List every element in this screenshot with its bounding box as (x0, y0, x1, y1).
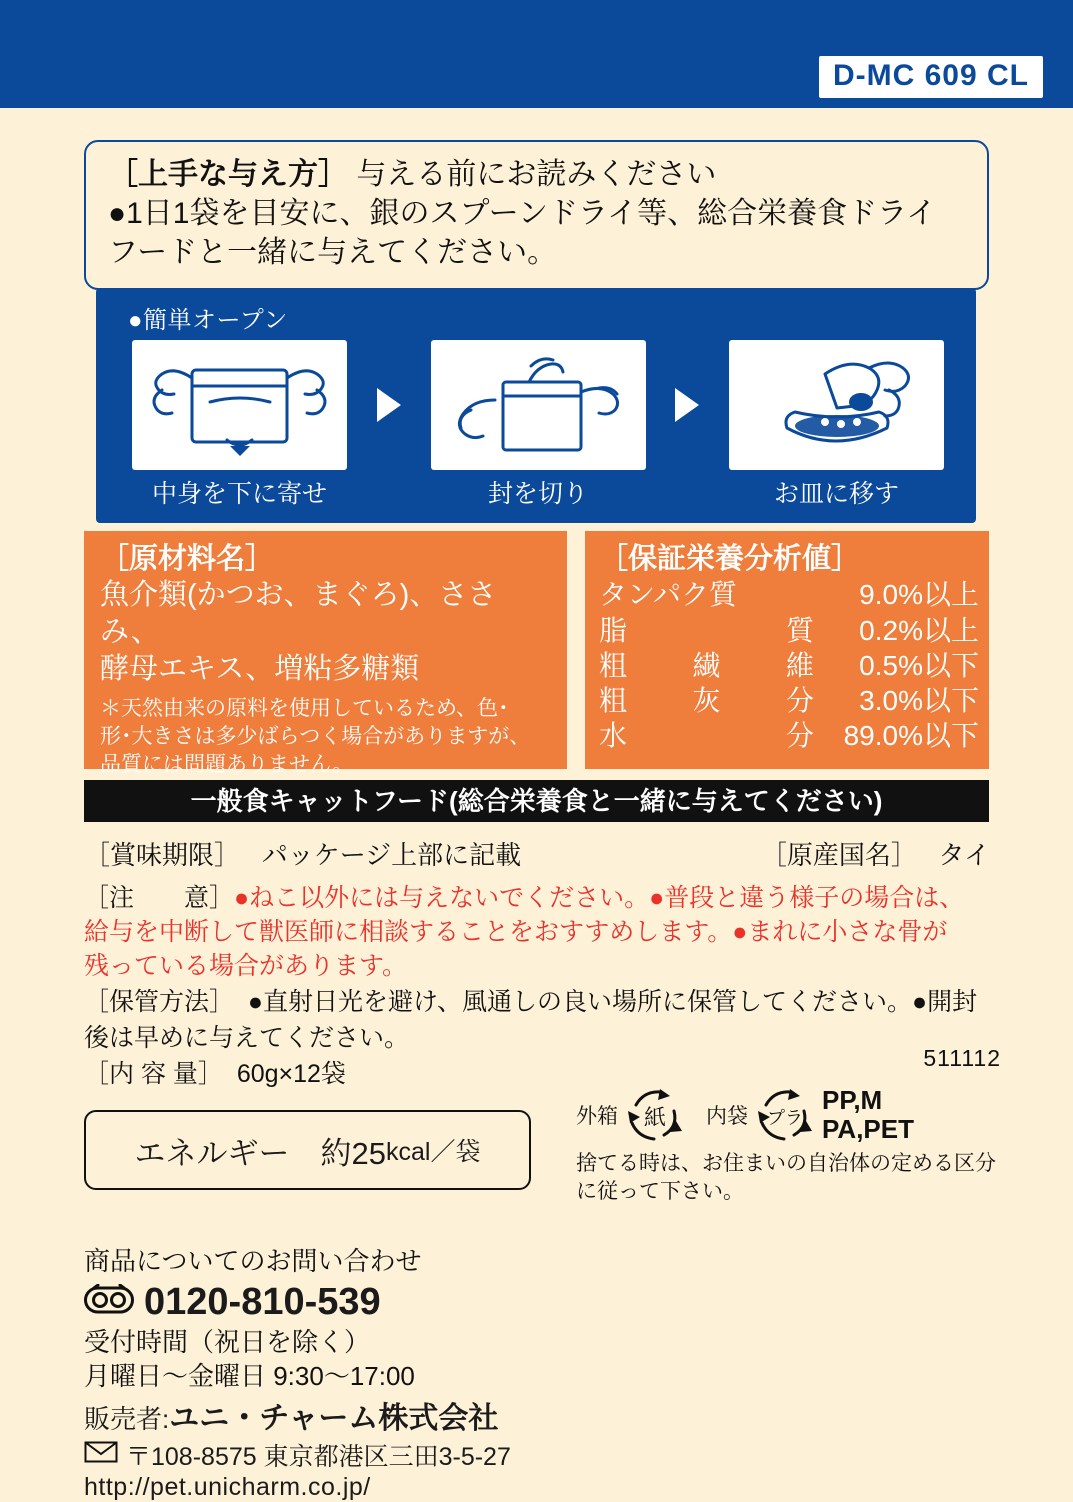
product-info-block (84, 838, 1004, 1091)
disposal-note-2: に従って下さい。 (576, 1179, 744, 1203)
best-before-text (84, 838, 521, 873)
storage-first-line (84, 985, 1004, 1019)
pouch-squeeze-icon (132, 340, 347, 470)
origin-label: ［原産国名］ (760, 840, 917, 870)
feeding-instructions-box (84, 140, 989, 290)
materials-line-2: PA,PET (822, 1114, 914, 1145)
nutrition-row-value: 89.0%以下 (843, 720, 979, 752)
volume-label: ［内 容 量］ (84, 1060, 223, 1089)
nutrition-name-part: 維 (785, 649, 814, 681)
lot-number: 511112 (923, 1045, 1001, 1071)
plastic-materials (822, 1086, 914, 1144)
pour-into-dish-icon (729, 340, 944, 470)
disposal-note-1: 捨てる時は、お住まいの自治体の定める区分 (576, 1152, 996, 1176)
nutrition-row (599, 683, 979, 718)
plastic-recycle-icon (754, 1087, 816, 1143)
nutrition-row-name (599, 648, 814, 683)
step-1-illustration (132, 340, 347, 470)
ingredients-line-2: 酵母エキス、増粘多糖類 (100, 653, 420, 686)
best-before-label: ［賞味期限］ (84, 840, 241, 870)
pouch-tear-icon (431, 340, 646, 470)
feeding-title-rest: 与える前にお読みください (356, 158, 717, 191)
top-blue-bar (0, 0, 1073, 108)
storage-label: ［保管方法］ (84, 988, 235, 1017)
step-illustrations (132, 340, 944, 470)
storage-line-2: 後は早めに与えてください。 (84, 1024, 410, 1053)
feeding-line-1: ●1日1袋を目安に、銀のスプーンドライ等、総合栄養食ドライ (108, 197, 937, 231)
product-code-badge: D-MC 609 CL (819, 56, 1043, 98)
paper-recycle-icon (624, 1087, 686, 1143)
energy-box (84, 1110, 531, 1190)
energy-label: エネルギー 約25 (134, 1135, 386, 1171)
address-text: 〒108-8575 東京都港区三田3-5-27 (126, 1443, 511, 1472)
recycle-marks-block (576, 1086, 996, 1206)
nutrition-row-name (599, 718, 814, 753)
caution-line-1: ●ねこ以外には与えないでください。●普段と違う様子の場合は、 (234, 884, 965, 913)
ingredients-note-3: 品質には問題ありません。 (100, 752, 354, 776)
nutrition-title: ［保証栄養分析値］ (599, 543, 861, 575)
hours-value: 月曜日〜金曜日 9:30〜17:00 (84, 1360, 415, 1391)
best-before-value: パッケージ上部に記載 (261, 840, 522, 870)
ingredients-note-2: 形･大きさは多少ばらつく場合がありますが、 (100, 724, 531, 748)
arrow-2-icon (675, 388, 699, 422)
nutrition-row (599, 648, 979, 683)
label-gap-2 (675, 474, 699, 510)
nutrition-row-name (599, 683, 814, 718)
nutrition-row-value: 0.5%以下 (859, 649, 979, 681)
phone-number: 0120-810-539 (144, 1280, 381, 1323)
volume-value: 60g×12袋 (236, 1060, 346, 1089)
nutrition-row-name (599, 613, 814, 648)
ingredients-panel (84, 531, 567, 776)
seller-label: 販売者: (84, 1404, 170, 1435)
nutrition-row-value: 9.0%以上 (859, 579, 979, 611)
outer-box-label: 外箱 (576, 1105, 618, 1129)
svg-text:紙: 紙 (643, 1105, 667, 1131)
ingredients-note-1: ＊天然由来の原料を使用しているため、色･ (100, 696, 509, 720)
down-arrow-icon (230, 446, 250, 456)
best-before-row (84, 838, 1004, 873)
step-2-illustration (431, 340, 646, 470)
caution-first-line (84, 881, 1004, 915)
caution-line-2: 給与を中断して獣医師に相談することをおすすめします。●まれに小さな骨が (84, 918, 948, 947)
food-category-band: 一般食キャットフード(総合栄養食と一緒に与えてください) (84, 780, 989, 822)
step-2-label: 封を切り (487, 480, 588, 508)
materials-line-1: PP,M (822, 1085, 883, 1115)
nutrition-panel (585, 531, 989, 769)
phone-row[interactable] (84, 1281, 784, 1324)
nutrition-name-part: 脂 (599, 614, 628, 646)
step-3-label: お皿に移す (773, 480, 899, 508)
nutrition-name-part: 粗 (599, 649, 628, 681)
contact-block (84, 1245, 784, 1502)
ingredients-line-1: 魚介類(かつお、まぐろ)、ささみ、 (100, 579, 497, 649)
inner-bag-label: 内袋 (706, 1105, 748, 1129)
feeding-title-line (108, 156, 969, 194)
nutrition-name-part: 質 (785, 614, 814, 646)
seller-name: ユニ・チャーム株式会社 (169, 1402, 499, 1436)
mail-icon (84, 1441, 118, 1470)
address-row (84, 1437, 784, 1473)
origin-value: タイ (938, 840, 990, 870)
step-3-illustration (729, 340, 944, 470)
feeding-title-bracket: ［上手な与え方］ (108, 158, 348, 191)
caution-line-3: 残っている場合があります。 (84, 952, 408, 981)
nutrition-name-part: 粗 (599, 685, 628, 717)
nutrition-row (599, 577, 979, 612)
nutrition-row-value: 0.2%以上 (859, 614, 979, 646)
nutrition-row (599, 613, 979, 648)
energy-unit: kcal／袋 (386, 1138, 481, 1166)
nutrition-name-part: 繊 (692, 649, 721, 681)
easy-open-heading: ●簡単オープン (128, 307, 288, 334)
freedial-icon (84, 1284, 134, 1321)
caution-label: ［注 意］ (84, 884, 235, 913)
nutrition-name-part: 分 (785, 685, 814, 717)
ingredients-title: ［原材料名］ (100, 543, 275, 575)
feeding-line-2: フードと一緒に与えてください。 (108, 236, 558, 270)
nutrition-row-name: タンパク質 (599, 579, 738, 611)
nutrition-row-value: 3.0%以下 (859, 685, 979, 717)
hours-label: 受付時間（祝日を除く） (84, 1326, 371, 1357)
recycle-row (576, 1086, 996, 1144)
nutrition-name-part: 分 (785, 720, 814, 752)
nutrition-name-part: 水 (599, 720, 628, 752)
nutrition-name-part: 灰 (692, 685, 721, 717)
step-1-label: 中身を下に寄せ (151, 480, 327, 508)
svg-text:プラ: プラ (767, 1108, 803, 1129)
website-url[interactable]: http://pet.unicharm.co.jp/ (84, 1473, 371, 1502)
nutrition-row (599, 718, 979, 753)
seller-row (84, 1393, 784, 1437)
step-labels (132, 474, 944, 510)
arrow-1-icon (377, 388, 401, 422)
contact-heading: 商品についてのお問い合わせ (84, 1246, 422, 1276)
storage-line-1: ●直射日光を避け、風通しの良い場所に保管してください。●開封 (247, 988, 978, 1017)
origin-text (761, 838, 1004, 873)
easy-open-panel (96, 288, 976, 523)
label-gap-1 (377, 474, 401, 510)
